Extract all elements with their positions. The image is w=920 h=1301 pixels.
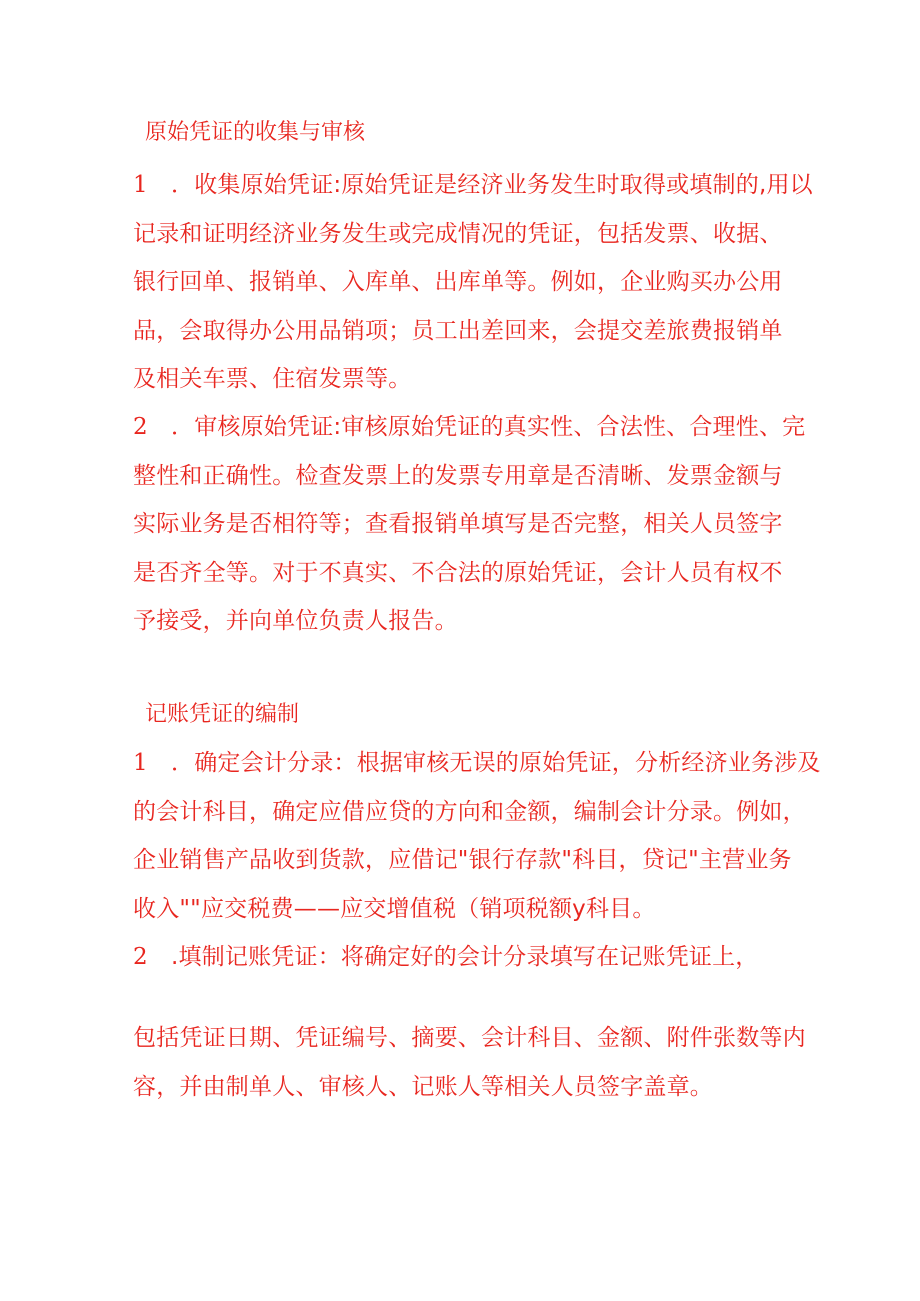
paragraph-accounting-entries	[133, 739, 821, 933]
paragraph-line: 的会计科目，确定应借应贷的方向和金额，编制会计分录。例如，	[133, 798, 806, 825]
paragraph-line: 容，并由制单人、审核人、记账人等相关人员签字盖章。	[133, 1073, 713, 1100]
paragraph-line: 包括凭证日期、凭证编号、摘要、会计科目、金额、附件张数等内	[133, 1025, 806, 1051]
paragraph-voucher-contents	[133, 1014, 806, 1111]
paragraph-line: 予接受，并向单位负责人报告。	[133, 608, 458, 634]
line-text: ．收集原始凭证:原始凭证是经济业务发生时取得或填制的,用以	[171, 172, 813, 198]
paragraph-fill-voucher	[133, 933, 793, 982]
line-text: ．审核原始凭证:审核原始凭证的真实性、合法性、合理性、完	[171, 414, 806, 440]
paragraph-collect-vouchers	[133, 161, 813, 404]
paragraph-line: 及相关车票、住宿发票等。	[133, 366, 412, 392]
paragraph-line	[133, 739, 821, 788]
paragraph-line: 记录和证明经济业务发生或完成情况的凭证，包括发票、收据、	[133, 220, 783, 247]
paragraph-line	[133, 403, 806, 452]
item-number: 2	[133, 414, 148, 440]
paragraph-line: 企业销售产品收到货款，应借记"银行存款"科目，贷记"主营业务	[133, 847, 792, 873]
item-number: 1	[133, 172, 148, 198]
item-number: 1	[133, 750, 148, 776]
paragraph-line: 银行回单、报销单、入库单、出库单等。例如，企业购买办公用	[133, 269, 783, 295]
line-text: ．确定会计分录：根据审核无误的原始凭证，分析经济业务涉及	[171, 750, 821, 776]
paragraph-line	[133, 161, 813, 210]
paragraph-line: 是否齐全等。对于不真实、不合法的原始凭证，会计人员有权不	[133, 559, 783, 586]
paragraph-line: 收入""应交税费——应交增值税（销项税额y科目。	[133, 895, 656, 922]
paragraph-line: 实际业务是否相符等；查看报销单填写是否完整，相关人员签字	[133, 511, 783, 537]
line-text: .填制记账凭证：将确定好的会计分录填写在记账凭证上，	[171, 944, 759, 970]
paragraph-audit-vouchers	[133, 403, 806, 646]
section-heading-bookkeeping-vouchers: 记账凭证的编制	[145, 702, 300, 727]
paragraph-line	[133, 933, 793, 982]
item-number: 2	[133, 944, 148, 970]
paragraph-line: 品，会取得办公用品销项；员工出差回来，会提交差旅费报销单	[133, 317, 783, 344]
section-heading-original-vouchers: 原始凭证的收集与审核	[145, 120, 366, 145]
paragraph-line: 整性和正确性。检查发票上的发票专用章是否清晰、发票金额与	[133, 462, 783, 489]
